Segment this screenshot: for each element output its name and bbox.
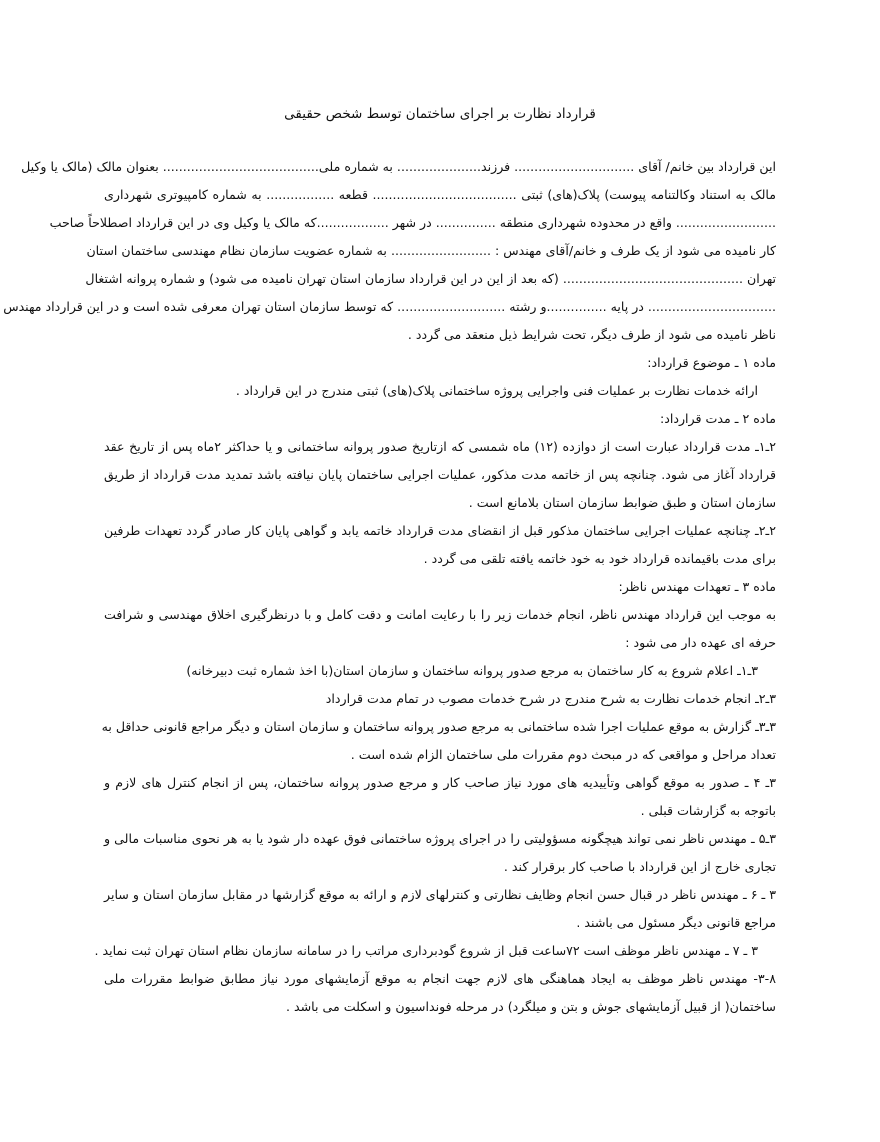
document-title: قرارداد نظارت بر اجرای ساختمان توسط شخص حقیقی bbox=[284, 106, 596, 122]
clause-3-5-line: ۳ـ۵ ـ مهندس ناظر نمی تواند هیچگونه مسؤولیتی را در اجرای پروژه ساختمانی فوق عهده دار شود یا به هر نحوی مناسبات مالی و bbox=[104, 831, 776, 846]
article-3-intro-line: حرفه ای عهده دار می شود : bbox=[625, 635, 776, 650]
article-3-intro-line: به موجب این قرارداد مهندس ناظر، انجام خدمات زیر را با رعایت امانت و دقت کامل و با درنظرگیری اخلاق مهندسی و شرافت bbox=[104, 607, 776, 622]
clause-2-2-line: برای مدت باقیمانده قرارداد خود به خود خاتمه یافته تلقی می گردد . bbox=[423, 551, 776, 566]
clause-3-7: ۳ ـ ۷ ـ مهندس ناظر موظف است ۷۲ساعت قبل از شروع گودبرداری مراتب را در سامانه سازمان نظام استان تهران ثبت نماید . bbox=[94, 943, 758, 958]
document-body bbox=[3, 153, 777, 1021]
contract-parties-line: ................................ در پایه ...............و رشته ........................... که توسط سازمان استان تهران معرفی شده است و در این قرارداد مهندس bbox=[3, 299, 776, 314]
contract-parties-line: ناظر نامیده می شود از طرف دیگر، تحت شرایط ذیل منعقد می گردد . bbox=[407, 327, 776, 342]
clause-3-5-line: تجاری خارج از این قرارداد با صاحب کار برقرار کند . bbox=[503, 859, 776, 874]
clause-3-8-line: ساختمان( از قبیل آزمایشهای جوش و بتن و میلگرد) در مرحله فونداسیون و اسکلت می باشد . bbox=[285, 999, 776, 1014]
article-1-text: ارائه خدمات نظارت بر عملیات فنی واجرایی پروژه ساختمانی پلاک(های) ثبتی مندرج در این قرارداد . bbox=[235, 383, 758, 398]
clause-3-3-line: ۳ـ۳ـ گزارش به موقع عملیات اجرا شده ساختمانی به مرجع صدور پروانه ساختمان و سازمان استان و دیگر مراجع قانونی حداقل به bbox=[101, 719, 776, 734]
contract-parties-line: تهران ............................................. (که بعد از این در این قرارداد سازمان استان تهران نامیده می شود) و شماره پروانه اشتغال bbox=[85, 271, 776, 286]
clause-2-2-line: ۲ـ۲ـ چنانچه عملیات اجرایی ساختمان مذکور قبل از انقضای مدت قرارداد خاتمه یابد و گواهی پایان کار صادر گردد تعهدات طرفین bbox=[104, 523, 776, 538]
clause-3-4-line: باتوجه به گزارشات قبلی . bbox=[640, 803, 776, 818]
clause-3-4-line: ۳ـ ۴ ـ صدور به موقع گواهی وتأییدیه های مورد نیاز صاحب کار و مرجع صدور پروانه ساختمان، پس از انجام کنترل های لازم و bbox=[104, 775, 776, 790]
clause-3-6-line: ۳ ـ ۶ ـ مهندس ناظر در قبال حسن انجام وظایف نظارتی و کنترلهای لازم و ارائه به موقع گزارشها در مقابل سازمان استان و سایر bbox=[104, 887, 776, 902]
contract-parties-line: مالک به استناد وکالتنامه پیوست) پلاک(های) ثبتی .................................... قطعه ................. به شماره کامپیوتری شهرداری bbox=[104, 187, 776, 202]
contract-parties-line: کار نامیده می شود از یک طرف و خانم/آقای مهندس : ......................... به شماره عضویت سازمان نظام مهندسی ساختمان استان bbox=[86, 243, 776, 258]
contract-parties-line: این قرارداد بین خانم/ آقای .............................. فرزند..................... به شماره ملی....................................... بعنوان مالک (مالک یا وکیل bbox=[21, 159, 776, 174]
clause-2-1-line: قرارداد آغاز می شود. چنانچه پس از خاتمه مدت مذکور، عملیات اجرایی ساختمان پایان نیافته باشد تمدید مدت قرارداد از طریق bbox=[104, 467, 776, 482]
article-1-heading: ماده ۱ ـ موضوع قرارداد: bbox=[647, 355, 776, 370]
contract-parties-line: ......................... واقع در محدوده شهرداری منطقه ............... در شهر ..................که مالک یا وکیل وی در این قرارداد اصطلاحاً صاحب bbox=[49, 215, 776, 230]
clause-3-2: ۳ـ۲ـ انجام خدمات نظارت به شرح مندرج در شرح خدمات مصوب در تمام مدت قرارداد bbox=[325, 691, 776, 706]
clause-2-1-line: ۲ـ۱ـ مدت قرارداد عبارت است از دوازده (۱۲) ماه شمسی که ازتاریخ صدور پروانه ساختمانی و یا حداکثر ۲ماه پس از تاریخ عقد bbox=[104, 439, 777, 454]
clause-3-8-line: ۳-۸- مهندس ناظر موظف به ایجاد هماهنگی های لازم جهت انجام به موقع آزمایشهای مورد نیاز مطابق ضوابط مقررات ملی bbox=[104, 971, 776, 986]
article-2-heading: ماده ۲ ـ مدت قرارداد: bbox=[660, 411, 776, 426]
clause-3-1: ۳ـ۱ـ اعلام شروع به کار ساختمان به مرجع صدور پروانه ساختمان و سازمان استان(با اخذ شماره ثبت دبیرخانه) bbox=[186, 663, 758, 678]
clause-2-1-line: سازمان استان و طبق ضوابط سازمان استان بلامانع است . bbox=[468, 495, 776, 510]
clause-3-3-line: تعداد مراحل و مواقعی که در مبحث دوم مقررات ملی ساختمان الزام شده است . bbox=[350, 747, 776, 762]
article-3-heading: ماده ۳ ـ تعهدات مهندس ناظر: bbox=[618, 579, 776, 594]
clause-3-6-line: مراجع قانونی دیگر مسئول می باشند . bbox=[576, 915, 776, 930]
